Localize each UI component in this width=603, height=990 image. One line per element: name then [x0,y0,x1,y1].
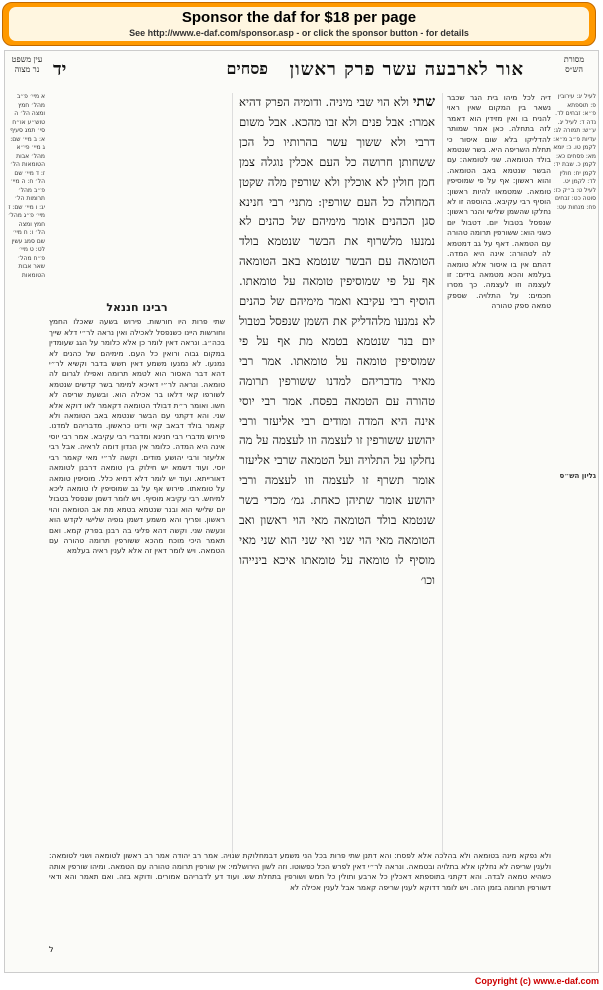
column-divider [442,93,443,853]
ein-mishpat-margin [7,93,45,963]
gemara-opening-word: שתי [412,94,435,110]
talmud-page [4,50,599,973]
page-header [5,53,598,93]
folio-number: יד [53,59,67,80]
ein-mishpat-text: א מיי׳ פ״ב מהל׳ חמץ ומצה הל׳ ה טוש״ע או״ח סי׳ תמג סעיף א: ב מיי׳ שם: ג מיי׳ פי״א מהל׳ אבות הטומאות הל׳ ז: ד מיי׳ שם הל׳ ח: ה מיי׳ פ״ב מהל׳ תרומות הל׳ יג: ו מיי׳ שם: ז מיי׳ פ״ג מהל׳ חמץ ומצה הל׳ ו: ח מיי׳ שם סמג עשין לט: ט מיי׳ פ״ח מהל׳ שאר אבות הטומאות [7,93,45,279]
rabbeinu-chananel-label: רבינו חננאל [106,301,168,314]
page-number: ל [49,945,54,954]
tosafot-column [49,93,225,853]
tractate-title: פסחים [226,59,268,78]
copyright-link[interactable]: Copyright (c) www.e-daf.com [474,976,599,986]
sponsor-banner-subtitle[interactable]: See http://www.e-daf.com/sponsor.asp - or click the sponsor button - for details [129,28,469,38]
rashi-text: דיה לכל מיהו בית הגר שכבר נשאר בין המקום שאין ראוי להניח בו ואין מזידין הוא דאמר לזה בתחלה. כאן אמר שמותר להדליקו בלא שום איסור כי תחלת השריפה היא. בשר שנטמא בולד הטומאה. שני לטומאה: עם הבשר שנטמא באב הטומאה. והוא ראשון: אף על פי שמוסיפין טומאה. שמטמאו להיות ראשון: הוסיף רבי עקיבא. בהוספה זו לא נחלקו שהשמן שלישי והנר ראשון: שנפסל בטבול יום. דטבול יום כשני הוא: ששורפין תרומה טהורה עם הטמאה. דאף על גב דמטמא לה לטהורה: אינה היא המדה. דהתם אין בו איסור אלא טומאה בעלמא והכא מטמאה בידים: זו לעצמה וזו לעצמה. כך מסרו חכמים: על התלויה. שספק טמאה ספק טהורה [447,93,551,311]
bottom-commentary [49,851,551,971]
masoret-hashas-heading: מסורת הש״ס [563,55,585,74]
masoret-margin [552,93,596,963]
sponsor-banner-title[interactable]: Sponsor the daf for $18 per page [181,9,417,26]
rashi-column [447,93,551,853]
sponsor-banner[interactable] [2,2,596,46]
chapter-title: אור לארבעה עשר פרק ראשון [289,59,524,80]
gemara-column [239,93,435,853]
gemara-text: ולא הוי שבי מיניה. ודומיה הפרק דהיא אמרו: אבל פנים ולא זבו מהכא. אבל משום דרבי ולא ששוך עשר בהרותיו כל הכן ששחותן חרושה כל העם אכלין נוגלה צמן חמן חולין לא אוכלין ולא שורפין מלה שקטן המחולה כל העם שורפין: מתני׳ רבי חנינא סגן הכהנים אומר מימיהם של כהנים לא נמנעו מלשרוף את הבשר שנטמא בולד הטומאה עם הבשר שנטמא באב הטומאה אף על פי שמוסיפין טומאה על טומאתו. הוסיף רבי עקיבא ואמר מימיהם של כהנים לא נמנעו מלהדליק את השמן שנפסל בטבול יום בנר שנטמא בטמא מת אף על פי שמוסיפין טומאה על טומאתו. אמר רבי מאיר מדבריהם למדנו ששורפין תרומה טהורה עם הטמאה בפסח. אמר רבי יוסי אינה היא המדה ומודים רבי אליעזר ורבי יהושע ששורפין זו לעצמה וזו לעצמה על מה נחלקו על התלויה ועל הטמאה שרבי אליעזר אומר תשרף זו לעצמה וזו לעצמה ורבי יהושע אומר שתיהן כאחת. גמ׳ מכדי בשר שנטמא בולד הטומאה מאי הוי ראשון ואב הטומאה מאי הוי שני ואי שני הוא שני מאי מוסיף לו טומאה על טומאתו איכא בינייהו וכו׳ [239,95,435,587]
gilyon-label: גליון הש״ס [559,472,596,480]
tosafot-text: שתי פרות היו חורשות. פירוש בשעה שאכלו החמץ וחורשות היינו כשנפסל לאכילה ואין נראה לר״י דלא שייך בכה״ג. ונראה דאין לומר כן אלא כלומר על הגג שעומדין במקום גבוה ורואין כל העם. מימיהם של כהנים לא נמנעו. לא נמנעו משמע דאין חשש בדבר וקשיא לר״י דהא דבר האסור הוא לטמא תרומה ואפילו לגרום לה טומאה. ונראה לר״י דאיכא למימר בשר קדשים שנטמא לשורפו קאי דלאו בר אכילה הוא. ובשעת שריפה לא חשו. ואומר ר״ת דבולד הטומאה דקאמר לאו דוקא אלא שני. והא דקתני עם הבשר שנטמא באב הטומאה ולא קאמר בולד דבאב קאי ודינו כראשון. מדבריהם למדנו. פירוש מדברי רבי חנינא ומדברי רבי עקיבא. אמר רבי יוסי אינה היא המדה. כלומר אין הנדון דומה לראיה. אבל רבי אליעזר ורבי יהושע מודים. וקשה לר״י מאי קאמר רבי יוסי. ועוד דשמא יש חילוק בין טומאה דרבנן לטומאה דאורייתא. ועוד יש לומר דלא דמיא כלל. מוסיפין טומאה על טומאתו. פירוש אף על גב שמוסיפין לו טומאה ליכא למיחש. רבי עקיבא מוסיף. ויש לומר דשמן שנפסל בטבול יום שלישי הוא ובנר שנטמא בטמא מת אב הטומאה והוי ראשון. ופריך והא משמע דשמן גופיה שלישי לקדש הוא ונעשה שני. וקשה דהא פליגי בה רבנן בפרק קמא. ואם תאמר היכי מוכח מהכא ששורפין תרומה טהורה עם הטמאה. ויש לומר דאין זה אלא לענין ראיה בעלמא [49,317,225,556]
sponsor-banner-inner[interactable] [9,7,589,41]
ein-mishpat-heading: עין משפט נר מצוה [11,55,43,74]
column-divider [232,93,233,853]
masoret-text: לעיל יג: עירובין פ: תוספתא פ״א: זבחים לד. נדה ד: לעיל יג. ע״ש: תמורה לג: עדיות פ״ב מ״א: לקמן טו. כ: יומא מא: פסחים כא: לקמן כ. שבת יד: לקמן יח: חולין לד: לקמן יט. לעיל ט: ב״ק כז: סוטה כט: זבחים פח: מנחות עט: [553,93,596,211]
bottom-commentary-text: ולא נפקא מינה בטומאה ולא בהלכה אלא לפסח: והא דתנן שתי פרות בכל הני משמע דבמחלוקת שנויה. אמר רב יהודה אמר רב ראשון לטומאה ושני לטומאה: ולענין שריפה לא נחלקו אלא בתלויה ובטמאה. ונראה לר״י דאין לפרש הכל כפשוטו. וזה לשון הירושלמי: אין שורפין תרומה טהורה עם הטמאה. ומיהו שורפין אותה כשהיא טמאה לבדה. והא דקתני בתוספתא דאכלין כל ארבע ותולין כל חמש ושורפין בתחלת שש. ועוד דע לדבריהם אמורים. ודוקא בזה. ואם תאמר והא ודאי דשורפין תרומה בזמן הזה. ויש לומר דדוקא לענין שריפה קאמר אבל לענין אכילה לא [49,851,551,892]
